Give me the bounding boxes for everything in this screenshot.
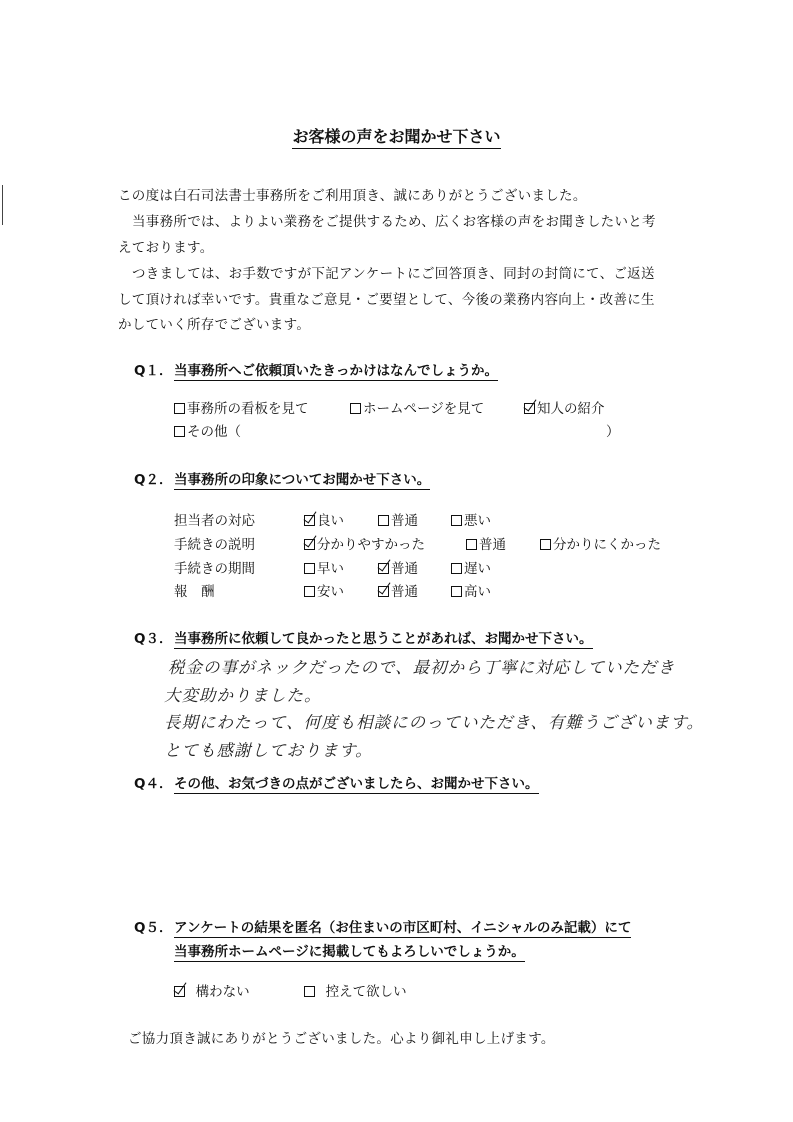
- q2-row-3-label: 報 酬: [174, 584, 215, 600]
- q3-heading: [134, 627, 593, 647]
- checkbox-icon[interactable]: [378, 515, 389, 526]
- q2-row-0-option-2[interactable]: 悪い: [451, 509, 491, 529]
- q1-heading: [134, 359, 498, 379]
- checkbox-icon[interactable]: [304, 986, 315, 997]
- checkbox-icon[interactable]: [304, 563, 315, 574]
- q4-heading: [134, 772, 539, 792]
- q3-answer-line-1: 税金の事がネックだったので、最初から丁寧に対応していただき: [168, 658, 676, 677]
- checked-checkbox-icon[interactable]: [174, 986, 185, 997]
- q2-row-0-label: 担当者の対応: [174, 513, 255, 529]
- checked-checkbox-icon[interactable]: [304, 539, 315, 550]
- q4-text: その他、お気づきの点がございましたら、お聞かせ下さい。: [174, 776, 539, 792]
- q2-number: Q２．: [134, 472, 173, 488]
- checked-checkbox-icon[interactable]: [524, 403, 535, 414]
- intro-line-5: して頂ければ幸いです。貴重なご意見・ご要望として、今後の業務内容向上・改善に生: [118, 292, 655, 308]
- q3-text: 当事務所に依頼して良かったと思うことがあれば、お聞かせ下さい。: [174, 631, 593, 647]
- checked-checkbox-icon[interactable]: [378, 586, 389, 597]
- q2-row-2-option-0[interactable]: 早い: [304, 557, 344, 577]
- q1-option-0[interactable]: 事務所の看板を見て: [174, 397, 309, 417]
- q5-option-0[interactable]: 構わない: [174, 980, 250, 1000]
- intro-line-4: つきましては、お手数ですが下記アンケートにご回答頂き、同封の封筒にて、ご返送: [132, 266, 655, 282]
- q5-text-line-1: アンケートの結果を匿名（お住まいの市区町村、イニシャルのみ記載）にて: [174, 920, 632, 936]
- q2-row-3-option-0[interactable]: 安い: [304, 580, 344, 600]
- q2-row-2-option-1[interactable]: 普通: [378, 557, 418, 577]
- page-edge-mark: [2, 185, 3, 225]
- intro-line-2: 当事務所では、よりよい業務をご提供するため、広くお客様の声をお聞きしたいと考: [132, 214, 656, 230]
- checkbox-icon[interactable]: [451, 515, 462, 526]
- q3-answer-line-4: とても感謝しております。: [164, 741, 373, 760]
- q2-heading: [134, 468, 430, 488]
- intro-line-1: この度は白石司法書士事務所をご利用頂き、誠にありがとうございました。: [118, 188, 587, 204]
- checkbox-icon[interactable]: [451, 563, 462, 574]
- q3-answer-line-2: 大変助かりました。: [164, 686, 322, 705]
- checkbox-icon[interactable]: [540, 539, 551, 550]
- checkbox-icon[interactable]: [451, 586, 462, 597]
- checkbox-icon[interactable]: [174, 403, 185, 414]
- q2-row-3-option-1[interactable]: 普通: [378, 580, 418, 600]
- q1-number: Q１．: [134, 363, 173, 379]
- q3-answer-line-3: 長期にわたって、何度も相談にのっていただき、有難うございます。: [164, 713, 705, 732]
- checkbox-icon[interactable]: [350, 403, 361, 414]
- q2-row-2-option-2[interactable]: 遅い: [451, 557, 491, 577]
- page-title: お客様の声をお聞かせ下さい: [0, 124, 793, 147]
- q2-row-3-option-2[interactable]: 高い: [451, 580, 491, 600]
- q2-row-1-label: 手続きの説明: [174, 537, 255, 553]
- q1-option-1[interactable]: ホームページを見て: [350, 397, 484, 417]
- q1-option-2[interactable]: 知人の紹介: [524, 397, 605, 417]
- q2-row-1-option-0[interactable]: 分かりやすかった: [304, 533, 425, 553]
- q2-row-0-option-0[interactable]: 良い: [304, 509, 344, 529]
- checkbox-icon[interactable]: [304, 586, 315, 597]
- q2-row-1-option-1[interactable]: 普通: [466, 533, 506, 553]
- q3-number: Q３．: [134, 631, 173, 647]
- q5-heading-line-2: [174, 940, 525, 960]
- checked-checkbox-icon[interactable]: [378, 563, 389, 574]
- q2-text: 当事務所の印象についてお聞かせ下さい。: [174, 472, 431, 488]
- q2-row-0-option-1[interactable]: 普通: [378, 509, 418, 529]
- checked-checkbox-icon[interactable]: [304, 515, 315, 526]
- q5-option-1[interactable]: 控えて欲しい: [304, 980, 407, 1000]
- q5-heading: [134, 916, 631, 936]
- q2-row-1-option-2[interactable]: 分かりにくかった: [540, 533, 661, 553]
- q1-other-close: ）: [606, 424, 620, 440]
- intro-line-3: えております。: [118, 240, 214, 256]
- checkbox-icon[interactable]: [466, 539, 477, 550]
- q1-other[interactable]: その他（: [174, 420, 241, 440]
- intro-line-6: かしていく所存でございます。: [118, 317, 311, 333]
- q5-text-line-2: 当事務所ホームページに掲載してもよろしいでしょうか。: [174, 944, 525, 960]
- closing-message: ご協力頂き誠にありがとうございました。心より御礼申し上げます。: [128, 1031, 555, 1047]
- q4-number: Q４．: [134, 776, 173, 792]
- q5-number: Q５．: [134, 920, 173, 936]
- checkbox-icon[interactable]: [174, 426, 185, 437]
- q2-row-2-label: 手続きの期間: [174, 561, 255, 577]
- q1-text: 当事務所へご依頼頂いたきっかけはなんでしょうか。: [174, 363, 498, 379]
